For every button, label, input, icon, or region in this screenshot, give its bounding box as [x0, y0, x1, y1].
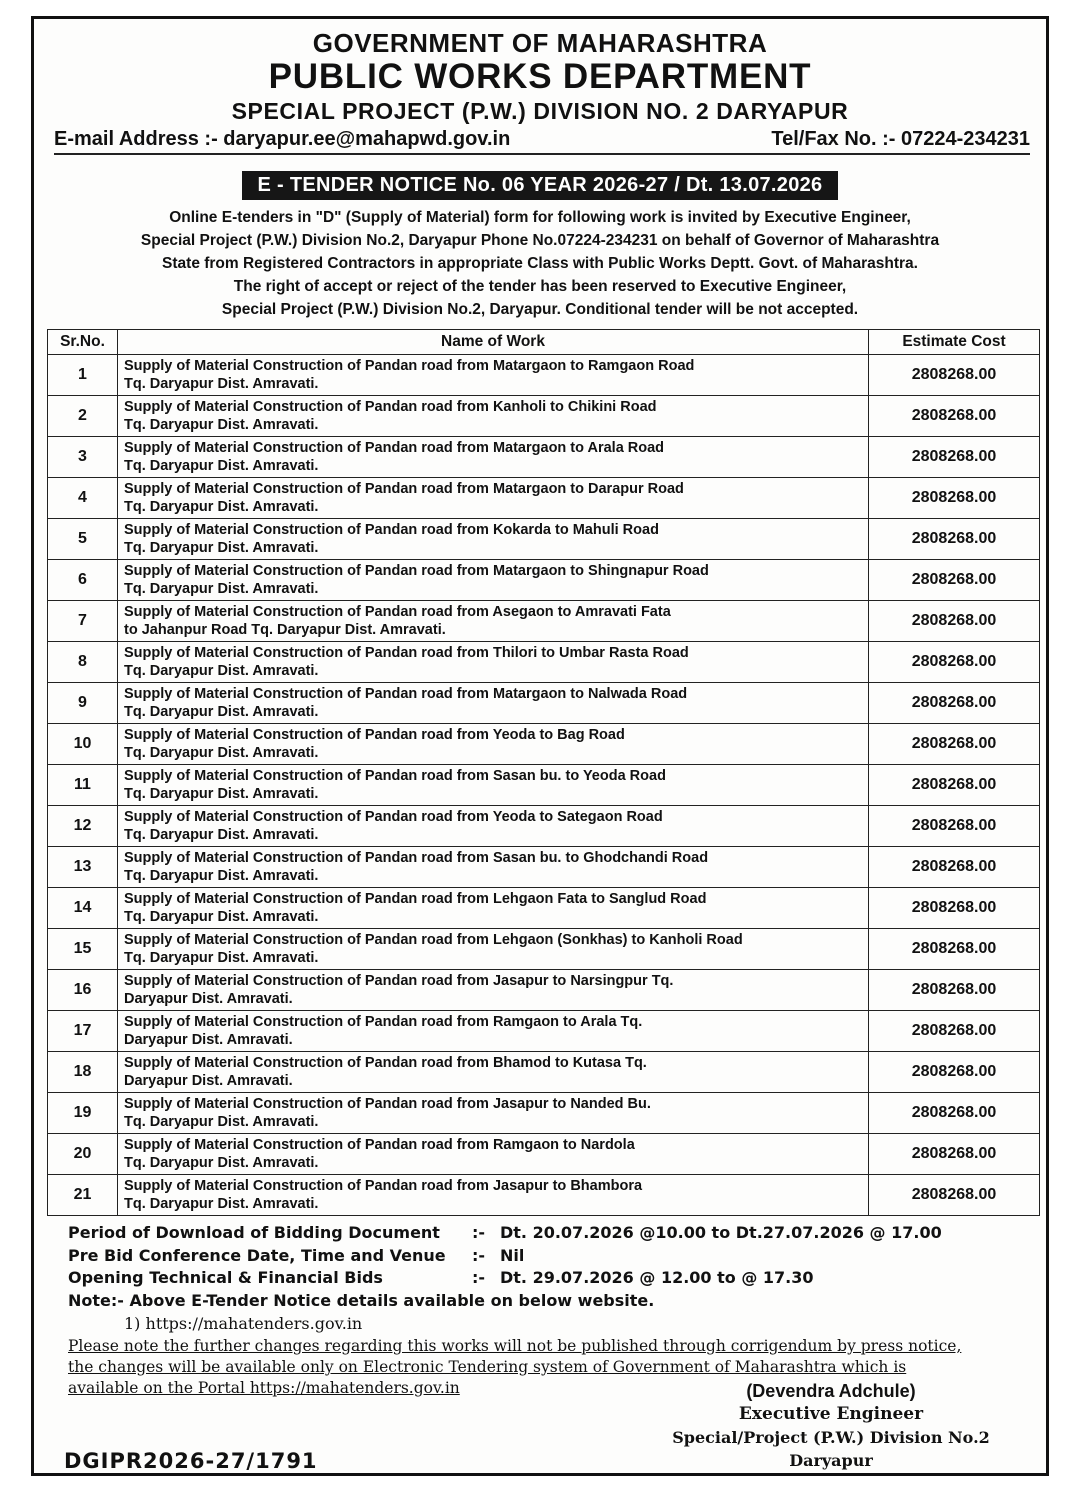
row-name-of-work: [118, 355, 869, 396]
schedule-value: Dt. 29.07.2026 @ 12.00 to @ 17.30: [500, 1268, 814, 1287]
work-line: Tq. Daryapur Dist. Amravati.: [124, 1196, 319, 1212]
row-estimate-cost: 2808268.00: [869, 560, 1040, 601]
row-estimate-cost: 2808268.00: [869, 970, 1040, 1011]
tender-notice: [31, 16, 1049, 1476]
work-line: Supply of Material Construction of Pandan road from Bhamod to Kutasa Tq.: [124, 1055, 647, 1071]
row-sr-no: 4: [48, 478, 118, 519]
intro-paragraph: [52, 206, 1028, 321]
work-line: Tq. Daryapur Dist. Amravati.: [124, 663, 319, 679]
work-line: Supply of Material Construction of Pandan road from Matargaon to Arala Road: [124, 440, 665, 456]
table-row: [48, 437, 1040, 478]
row-name-of-work: [118, 396, 869, 437]
table-row: [48, 929, 1040, 970]
header-estimate-cost: Estimate Cost: [869, 330, 1040, 355]
signatory-place: Daryapur: [789, 1451, 873, 1470]
work-line: Supply of Material Construction of Pandan road from Kanholi to Chikini Road: [124, 399, 657, 415]
row-estimate-cost: 2808268.00: [869, 724, 1040, 765]
work-line: Tq. Daryapur Dist. Amravati.: [124, 499, 319, 515]
row-name-of-work: [118, 724, 869, 765]
notice-title-banner: E - TENDER NOTICE No. 06 YEAR 2026-27 / Dt. 13.07.2026: [242, 171, 839, 200]
table-row: [48, 642, 1040, 683]
work-line: Supply of Material Construction of Pandan road from Lehgaon (Sonkhas) to Kanholi Road: [124, 932, 743, 948]
schedule-separator: :-: [472, 1223, 486, 1242]
row-sr-no: 13: [48, 847, 118, 888]
table-row: [48, 601, 1040, 642]
row-name-of-work: [118, 970, 869, 1011]
table-row: [48, 847, 1040, 888]
table-header-row: [48, 330, 1040, 355]
row-name-of-work: [118, 519, 869, 560]
row-estimate-cost: 2808268.00: [869, 1175, 1040, 1216]
schedule-value: Dt. 20.07.2026 @10.00 to Dt.27.07.2026 @ 17.00: [500, 1223, 942, 1242]
website-note: Note:- Above E-Tender Notice details available on below website.: [68, 1290, 655, 1310]
work-line: Supply of Material Construction of Pandan road from Asegaon to Amravati Fata: [124, 604, 671, 620]
work-line: Supply of Material Construction of Pandan road from Matargaon to Darapur Road: [124, 481, 684, 497]
table-row: [48, 1134, 1040, 1175]
row-name-of-work: [118, 1134, 869, 1175]
row-estimate-cost: 2808268.00: [869, 1052, 1040, 1093]
table-row: [48, 396, 1040, 437]
row-name-of-work: [118, 642, 869, 683]
row-estimate-cost: 2808268.00: [869, 1134, 1040, 1175]
row-name-of-work: [118, 601, 869, 642]
row-name-of-work: [118, 929, 869, 970]
row-sr-no: 20: [48, 1134, 118, 1175]
work-line: Supply of Material Construction of Pandan road from Thilori to Umbar Rasta Road: [124, 645, 689, 661]
table-row: [48, 478, 1040, 519]
header-sr-no: Sr.No.: [48, 330, 118, 355]
work-line: Supply of Material Construction of Pandan road from Matargaon to Shingnapur Road: [124, 563, 709, 579]
work-line: Tq. Daryapur Dist. Amravati.: [124, 786, 319, 802]
schedule-row: [68, 1267, 1028, 1290]
row-name-of-work: [118, 560, 869, 601]
row-estimate-cost: 2808268.00: [869, 519, 1040, 560]
work-line: Tq. Daryapur Dist. Amravati.: [124, 417, 319, 433]
table-row: [48, 1175, 1040, 1216]
website-link[interactable]: 1) https://mahatenders.gov.in: [124, 1314, 363, 1333]
work-line: Supply of Material Construction of Pandan road from Sasan bu. to Yeoda Road: [124, 768, 666, 784]
row-sr-no: 18: [48, 1052, 118, 1093]
signatory-designation: Executive Engineer: [738, 1404, 924, 1424]
row-estimate-cost: 2808268.00: [869, 478, 1040, 519]
schedule-label: Opening Technical & Financial Bids: [68, 1268, 383, 1287]
table-row: [48, 724, 1040, 765]
row-estimate-cost: 2808268.00: [869, 683, 1040, 724]
work-line: Tq. Daryapur Dist. Amravati.: [124, 950, 319, 966]
row-name-of-work: [118, 1011, 869, 1052]
row-sr-no: 2: [48, 396, 118, 437]
row-sr-no: 17: [48, 1011, 118, 1052]
row-sr-no: 9: [48, 683, 118, 724]
work-line: Tq. Daryapur Dist. Amravati.: [124, 827, 319, 843]
work-line: Tq. Daryapur Dist. Amravati.: [124, 458, 319, 474]
work-line: Tq. Daryapur Dist. Amravati.: [124, 745, 319, 761]
table-row: [48, 765, 1040, 806]
work-line: Tq. Daryapur Dist. Amravati.: [124, 581, 319, 597]
intro-line: Special Project (P.W.) Division No.2, Daryapur. Conditional tender will be not accepted.: [221, 301, 859, 318]
row-estimate-cost: 2808268.00: [869, 355, 1040, 396]
work-line: Daryapur Dist. Amravati.: [124, 991, 293, 1007]
row-name-of-work: [118, 847, 869, 888]
table-row: [48, 1052, 1040, 1093]
corrigendum-line: Please note the further changes regarding this works will not be published through corrigendum by press notice,: [68, 1337, 962, 1355]
row-sr-no: 14: [48, 888, 118, 929]
work-line: Tq. Daryapur Dist. Amravati.: [124, 1114, 319, 1130]
signature-block: [666, 1379, 996, 1472]
row-sr-no: 7: [48, 601, 118, 642]
email-address: E-mail Address :- daryapur.ee@mahapwd.gov.in: [54, 128, 511, 150]
table-row: [48, 519, 1040, 560]
schedule-label: Pre Bid Conference Date, Time and Venue: [68, 1245, 446, 1265]
row-sr-no: 3: [48, 437, 118, 478]
schedule-row: [68, 1222, 1028, 1245]
row-sr-no: 15: [48, 929, 118, 970]
intro-line: Online E-tenders in "D" (Supply of Material) form for following work is invited by Executive Engineer,: [169, 209, 911, 226]
corrigendum-line: the changes will be available only on Electronic Tendering system of Government of Maharashtra which is: [68, 1358, 907, 1376]
row-name-of-work: [118, 683, 869, 724]
row-sr-no: 6: [48, 560, 118, 601]
row-name-of-work: [118, 765, 869, 806]
table-row: [48, 355, 1040, 396]
works-table-body: [48, 355, 1040, 1216]
row-name-of-work: [118, 1052, 869, 1093]
tender-schedule: [68, 1222, 1028, 1399]
work-line: Supply of Material Construction of Pandan road from Jasapur to Nanded Bu.: [124, 1096, 651, 1112]
row-sr-no: 16: [48, 970, 118, 1011]
table-row: [48, 560, 1040, 601]
work-line: Tq. Daryapur Dist. Amravati.: [124, 376, 319, 392]
work-line: Daryapur Dist. Amravati.: [124, 1073, 293, 1089]
row-estimate-cost: 2808268.00: [869, 642, 1040, 683]
schedule-separator: :-: [472, 1268, 486, 1287]
row-estimate-cost: 2808268.00: [869, 396, 1040, 437]
header-name-of-work: Name of Work: [118, 330, 869, 355]
intro-line: Special Project (P.W.) Division No.2, Daryapur Phone No.07224-234231 on behalf of Governor of Maharashtra: [140, 232, 940, 249]
signatory-name: (Devendra Adchule): [746, 1381, 916, 1401]
work-line: Supply of Material Construction of Pandan road from Matargaon to Ramgaon Road: [124, 358, 695, 374]
row-sr-no: 11: [48, 765, 118, 806]
row-estimate-cost: 2808268.00: [869, 806, 1040, 847]
department-heading: PUBLIC WORKS DEPARTMENT: [268, 57, 812, 96]
division-heading: SPECIAL PROJECT (P.W.) DIVISION NO. 2 DARYAPUR: [231, 98, 849, 124]
work-line: Supply of Material Construction of Pandan road from Ramgaon to Nardola: [124, 1137, 635, 1153]
table-row: [48, 1093, 1040, 1134]
row-sr-no: 21: [48, 1175, 118, 1216]
work-line: Tq. Daryapur Dist. Amravati.: [124, 868, 319, 884]
work-line: Tq. Daryapur Dist. Amravati.: [124, 909, 319, 925]
row-estimate-cost: 2808268.00: [869, 1011, 1040, 1052]
row-name-of-work: [118, 888, 869, 929]
work-line: Supply of Material Construction of Pandan road from Matargaon to Nalwada Road: [124, 686, 688, 702]
signatory-office: Special/Project (P.W.) Division No.2: [672, 1428, 990, 1447]
table-row: [48, 683, 1040, 724]
work-line: Supply of Material Construction of Pandan road from Yeoda to Bag Road: [124, 727, 625, 743]
row-estimate-cost: 2808268.00: [869, 437, 1040, 478]
work-line: Daryapur Dist. Amravati.: [124, 1032, 293, 1048]
schedule-label: Period of Download of Bidding Document: [68, 1223, 440, 1242]
row-sr-no: 10: [48, 724, 118, 765]
row-name-of-work: [118, 1093, 869, 1134]
row-estimate-cost: 2808268.00: [869, 888, 1040, 929]
tel-fax-number: Tel/Fax No. :- 07224-234231: [771, 128, 1030, 150]
row-name-of-work: [118, 437, 869, 478]
row-estimate-cost: 2808268.00: [869, 765, 1040, 806]
row-name-of-work: [118, 1175, 869, 1216]
intro-line: State from Registered Contractors in appropriate Class with Public Works Deptt. Govt. of Maharashtra.: [162, 255, 918, 272]
corrigendum-line: available on the Portal https://mahatenders.gov.in: [68, 1379, 460, 1397]
work-line: to Jahanpur Road Tq. Daryapur Dist. Amravati.: [124, 622, 446, 638]
row-sr-no: 1: [48, 355, 118, 396]
row-sr-no: 12: [48, 806, 118, 847]
reference-code: DGIPR2026-27/1791: [64, 1449, 318, 1473]
work-line: Supply of Material Construction of Pandan road from Jasapur to Bhambora: [124, 1178, 643, 1194]
intro-line: The right of accept or reject of the tender has been reserved to Executive Engineer,: [233, 278, 847, 295]
row-name-of-work: [118, 806, 869, 847]
work-line: Supply of Material Construction of Pandan road from Kokarda to Mahuli Road: [124, 522, 659, 538]
work-line: Tq. Daryapur Dist. Amravati.: [124, 1155, 319, 1171]
row-sr-no: 19: [48, 1093, 118, 1134]
government-heading: GOVERNMENT OF MAHARASHTRA: [312, 28, 768, 58]
work-line: Supply of Material Construction of Pandan road from Sasan bu. to Ghodchandi Road: [124, 850, 709, 866]
works-table: [47, 329, 1040, 1216]
table-row: [48, 806, 1040, 847]
work-line: Supply of Material Construction of Pandan road from Lehgaon Fata to Sanglud Road: [124, 891, 707, 907]
row-sr-no: 5: [48, 519, 118, 560]
schedule-separator: :-: [472, 1245, 486, 1265]
work-line: Tq. Daryapur Dist. Amravati.: [124, 704, 319, 720]
row-estimate-cost: 2808268.00: [869, 1093, 1040, 1134]
work-line: Supply of Material Construction of Pandan road from Yeoda to Sategaon Road: [124, 809, 663, 825]
work-line: Supply of Material Construction of Pandan road from Jasapur to Narsingpur Tq.: [124, 973, 674, 989]
table-row: [48, 970, 1040, 1011]
schedule-row: [68, 1245, 1028, 1268]
work-line: Supply of Material Construction of Pandan road from Ramgaon to Arala Tq.: [124, 1014, 643, 1030]
row-sr-no: 8: [48, 642, 118, 683]
table-row: [48, 888, 1040, 929]
row-name-of-work: [118, 478, 869, 519]
contact-line: [54, 128, 1030, 155]
table-row: [48, 1011, 1040, 1052]
row-estimate-cost: 2808268.00: [869, 601, 1040, 642]
row-estimate-cost: 2808268.00: [869, 929, 1040, 970]
work-line: Tq. Daryapur Dist. Amravati.: [124, 540, 319, 556]
schedule-value: Nil: [500, 1245, 525, 1265]
row-estimate-cost: 2808268.00: [869, 847, 1040, 888]
